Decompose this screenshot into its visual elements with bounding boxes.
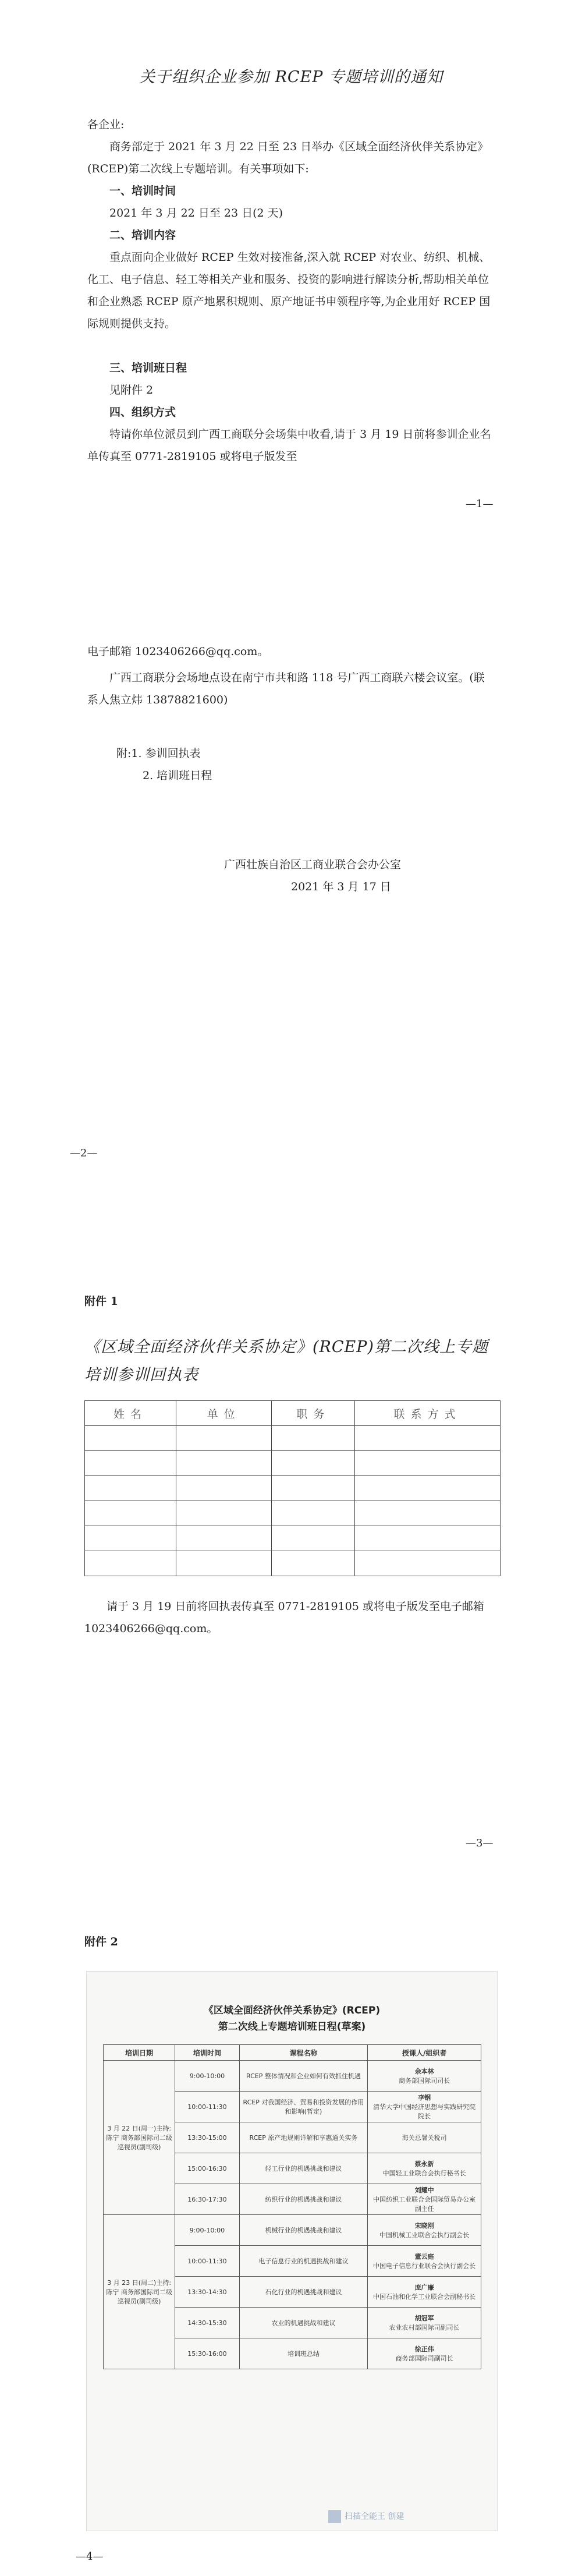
schedule-header-row: 培训日期 培训时间 课程名称 授课人/组织者 [104, 2045, 481, 2061]
qr-icon [328, 2510, 341, 2523]
issuing-office: 广西壮族自治区工商业联合会办公室 [224, 858, 402, 871]
table-row: 14:30-15:30 农业的机遇挑战和建议 胡冠军 农业农村部国际司副司长 [104, 2308, 481, 2338]
table-row: 15:00-16:30 轻工行业的机遇挑战和建议 蔡永新 中国轻工业联合会执行秘书长 [104, 2153, 481, 2184]
page-number: —2— [70, 1147, 98, 1159]
schedule-title-1: 《区域全面经济伙伴关系协定》(RCEP) [203, 2005, 381, 2016]
rsvp-note: 请于 3 月 19 日前将回执表传真至 0771-2819105 或将电子版发至电子邮箱 1023406266@qq.com。 [84, 1600, 484, 1635]
attachment-1: 附:1. 参训回执表 [116, 747, 201, 760]
table-row: 13:30-14:30 石化行业的机遇挑战和建议 庞广廉 中国石油和化学工业联合会副秘书长 [104, 2277, 481, 2308]
table-row: 15:30-16:00 培训班总结 徐正伟 商务部国际司副司长 [104, 2338, 481, 2369]
heading-schedule: 三、培训班日程 [109, 362, 187, 374]
rsvp-table [84, 1400, 501, 1576]
scanner-watermark: 扫描全能王 创建 [328, 2510, 404, 2523]
annex-1-label: 附件 1 [84, 1295, 118, 1308]
attachment-2: 2. 培训班日程 [143, 769, 212, 782]
page-4 [0, 1933, 582, 2576]
table-row: 13:30-15:00 RCEP 原产地规则详解和享惠通关实务 海关总署关税司 [104, 2122, 481, 2153]
table-row: 3 月 22 日(周一)主持:陈宁 商务部国际司二级巡视员(副司级) 9:00-10:00 RCEP 整体情况和企业如何有效抓住机遇 余本林 商务部国际司司长 [104, 2061, 481, 2092]
organization-paragraph: 特请你单位派员到广西工商联分会场集中收看,请于 3 月 19 日前将参训企业名单传真至 0771-2819105 或将电子版发至 [87, 428, 491, 463]
schedule-title-2: 第二次线上专题培训班日程(草案) [218, 2021, 366, 2033]
table-row [85, 1551, 501, 1576]
annex-2-label: 附件 2 [84, 1935, 118, 1948]
training-time: 2021 年 3 月 22 日至 23 日(2 天) [109, 207, 283, 220]
page-number: —3— [466, 1837, 494, 1849]
issue-date: 2021 年 3 月 17 日 [291, 880, 391, 893]
venue-paragraph: 广西工商联分会场地点设在南宁市共和路 118 号广西工商联六楼会议室。(联系人焦立炜 13878821600) [87, 671, 485, 706]
table-row [85, 1526, 501, 1551]
page-1 [0, 0, 582, 641]
day-1-cell: 3 月 22 日(周一)主持:陈宁 商务部国际司二级巡视员(副司级) [104, 2061, 175, 2215]
schedule-table [103, 2044, 481, 2369]
email-line: 电子邮箱 1023406266@qq.com。 [87, 645, 269, 658]
page-number: —4— [76, 2550, 104, 2563]
page-number: —1— [466, 498, 494, 510]
training-content: 重点面向企业做好 RCEP 生效对接准备,深入就 RCEP 对农业、纺织、机械、化工、电子信息、轻工等相关产业和服务、投资的影响进行解读分析,帮助相关单位和企业熟悉 RCEP 原产地累积规则、原产地证书申领程序等,为企业用好 RCEP 国际规则提供支持。 [87, 251, 491, 330]
table-row [85, 1451, 501, 1476]
table-row: 10:00-11:30 电子信息行业的机遇挑战和建议 董云庭 中国电子信息行业联合会执行副会长 [104, 2246, 481, 2277]
col-position: 职务 [272, 1401, 355, 1426]
intro-paragraph: 商务部定于 2021 年 3 月 22 日至 23 日举办《区域全面经济伙伴关系协定》(RCEP)第二次线上专题培训。有关事项如下: [87, 140, 489, 175]
table-row: 16:30-17:30 纺织行业的机遇挑战和建议 刘耀中 中国纺织工业联合会国际贸易办公室副主任 [104, 2184, 481, 2215]
table-row: 3 月 23 日(周二)主持:陈宁 商务部国际司二级巡视员(副司级) 9:00-10:00 机械行业的机遇挑战和建议 宋晓刚 中国机械工业联合会执行副会长 [104, 2215, 481, 2246]
salutation: 各企业: [87, 118, 125, 131]
col-contact: 联系方式 [355, 1401, 501, 1426]
heading-training-time: 一、培训时间 [109, 185, 176, 197]
heading-organization: 四、组织方式 [109, 406, 176, 419]
day-2-cell: 3 月 23 日(周二)主持:陈宁 商务部国际司二级巡视员(副司级) [104, 2215, 175, 2369]
document-title: 关于组织企业参加 RCEP 专题培训的通知 [139, 68, 443, 86]
table-header-row [85, 1401, 501, 1426]
page-2 [0, 641, 582, 1293]
table-row [85, 1426, 501, 1451]
table-row [85, 1501, 501, 1526]
page-3 [0, 1293, 582, 1933]
schedule-scan [86, 1971, 498, 2531]
table-row: 10:00-11:30 RCEP 对我国经济、贸易和投资发展的作用和影响(暂定) 李钢 清华大学中国经济思想与实践研究院院长 [104, 2092, 481, 2122]
table-row [85, 1476, 501, 1501]
heading-training-content: 二、培训内容 [109, 229, 176, 242]
col-unit: 单位 [176, 1401, 272, 1426]
rsvp-form-title: 《区域全面经济伙伴关系协定》(RCEP)第二次线上专题培训参训回执表 [84, 1338, 488, 1384]
schedule-reference: 见附件 2 [109, 384, 154, 397]
col-name: 姓名 [85, 1401, 176, 1426]
